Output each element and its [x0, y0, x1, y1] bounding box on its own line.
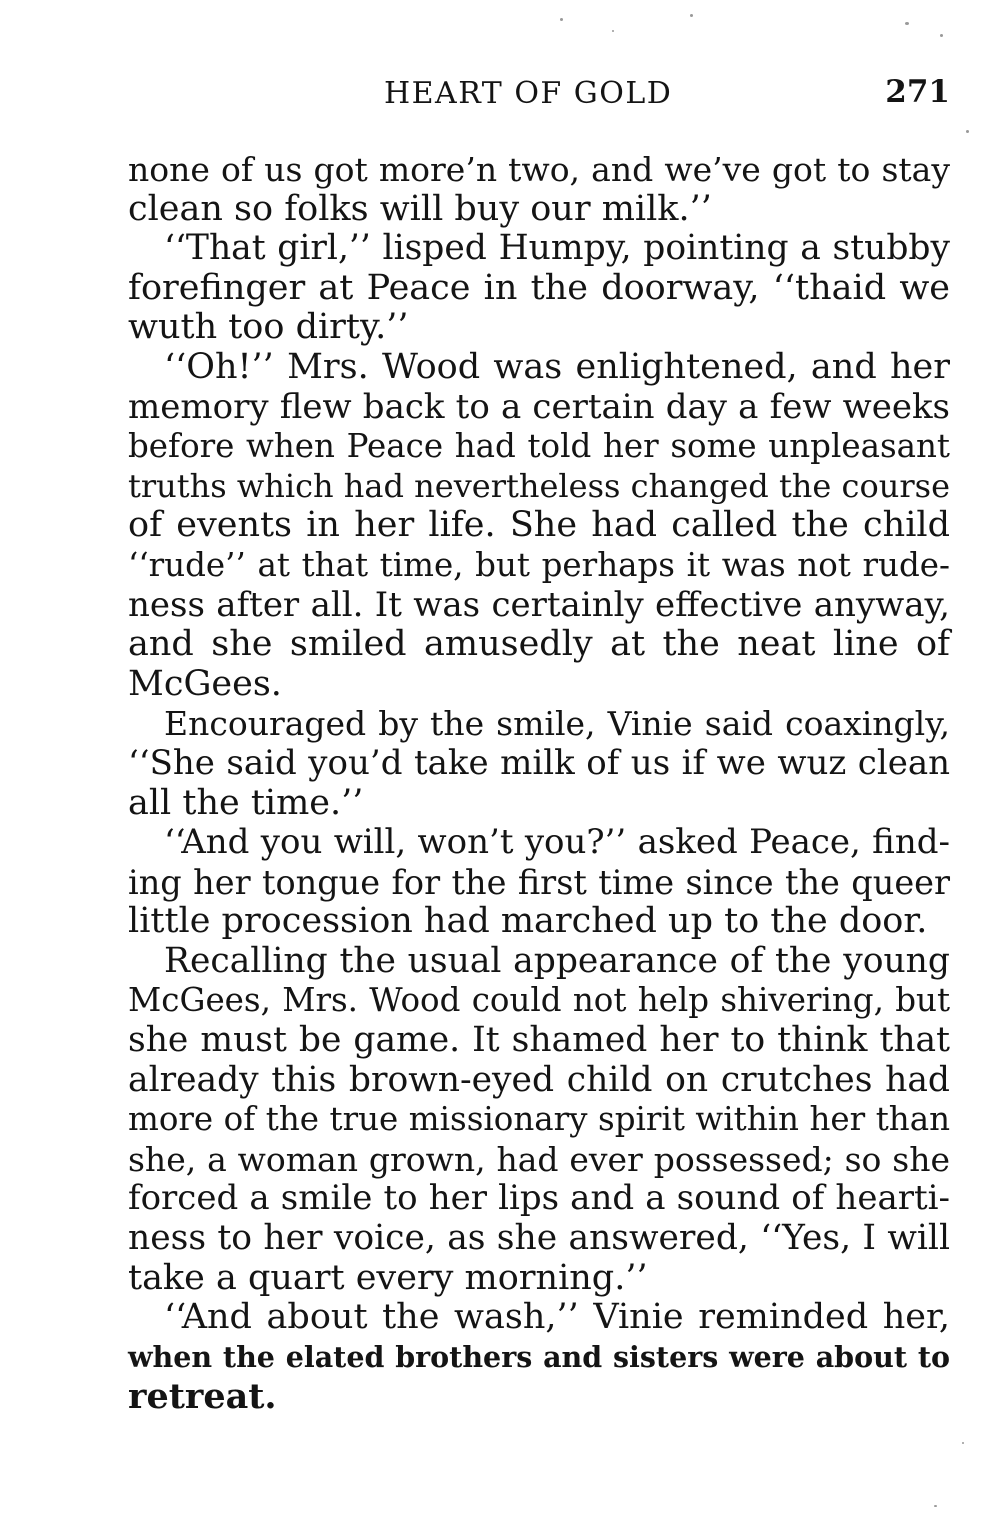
text-line: McGees, Mrs. Wood could not help shivering, but [128, 981, 950, 1020]
body-text [128, 150, 950, 1417]
text-line: none of us got more’n two, and we’ve got to stay [128, 150, 950, 189]
text-line: ‘‘rude’’ at that time, but perhaps it was not rude- [128, 545, 950, 584]
text-line: and she smiled amusedly at the neat line of [128, 624, 950, 665]
text-line: forced a smile to her lips and a sound of hearti- [128, 1178, 950, 1219]
text-line: ing her tongue for the first time since the queer [128, 862, 950, 902]
text-line: more of the true missionary spirit within her than [128, 1100, 950, 1139]
ink-speck [612, 30, 614, 32]
text-line: little procession had marched up to the door. [128, 901, 928, 942]
text-line: she must be game. It shamed her to think that [128, 1020, 950, 1061]
text-line: take a quart every morning.’’ [128, 1257, 648, 1298]
text-line: already this brown-eyed child on crutches had [128, 1059, 950, 1100]
text-line: before when Peace had told her some unpleasant [128, 427, 950, 466]
running-head [124, 70, 950, 118]
text-line: McGees. [128, 663, 282, 704]
page-number: 271 [885, 74, 950, 110]
text-line: wuth too dirty.’’ [128, 307, 409, 348]
ink-speck [940, 34, 943, 37]
text-line: when the elated brothers and sisters were about to [128, 1339, 950, 1374]
text-line: ness after all. It was certainly effective anyway, [128, 584, 950, 625]
text-line: Encouraged by the smile, Vinie said coaxingly, [164, 704, 950, 744]
text-line: all the time.’’ [128, 782, 364, 823]
text-line: ness to her voice, as she answered, ‘‘Yes, I will [128, 1218, 950, 1259]
ink-speck [934, 1505, 937, 1507]
text-line: ‘‘She said you’d take milk of us if we wuz clean [128, 742, 950, 783]
text-line: memory flew back to a certain day a few weeks [128, 386, 950, 427]
text-line: Recalling the usual appearance of the young [164, 940, 950, 981]
ink-speck [560, 18, 563, 21]
text-line: retreat. [128, 1376, 277, 1418]
text-line: truths which had nevertheless changed the course [128, 466, 950, 505]
ink-speck [962, 1442, 964, 1444]
text-line: ‘‘Oh!’’ Mrs. Wood was enlightened, and her [164, 346, 950, 387]
running-title: HEART OF GOLD [384, 76, 673, 111]
text-line: forefinger at Peace in the doorway, ‘‘thaid we [128, 267, 950, 308]
ink-speck [690, 14, 693, 17]
text-line: clean so folks will buy our milk.’’ [128, 188, 712, 229]
text-line: ‘‘And about the wash,’’ Vinie reminded her, [164, 1297, 950, 1338]
ink-speck [905, 22, 909, 25]
text-line: ‘‘That girl,’’ lisped Humpy, pointing a stubby [164, 228, 950, 269]
text-line: she, a woman grown, had ever possessed; so she [128, 1139, 950, 1179]
text-line: ‘‘And you will, won’t you?’’ asked Peace, find- [164, 822, 950, 863]
text-line: of events in her life. She had called the child [128, 505, 950, 546]
ink-speck [966, 130, 969, 133]
